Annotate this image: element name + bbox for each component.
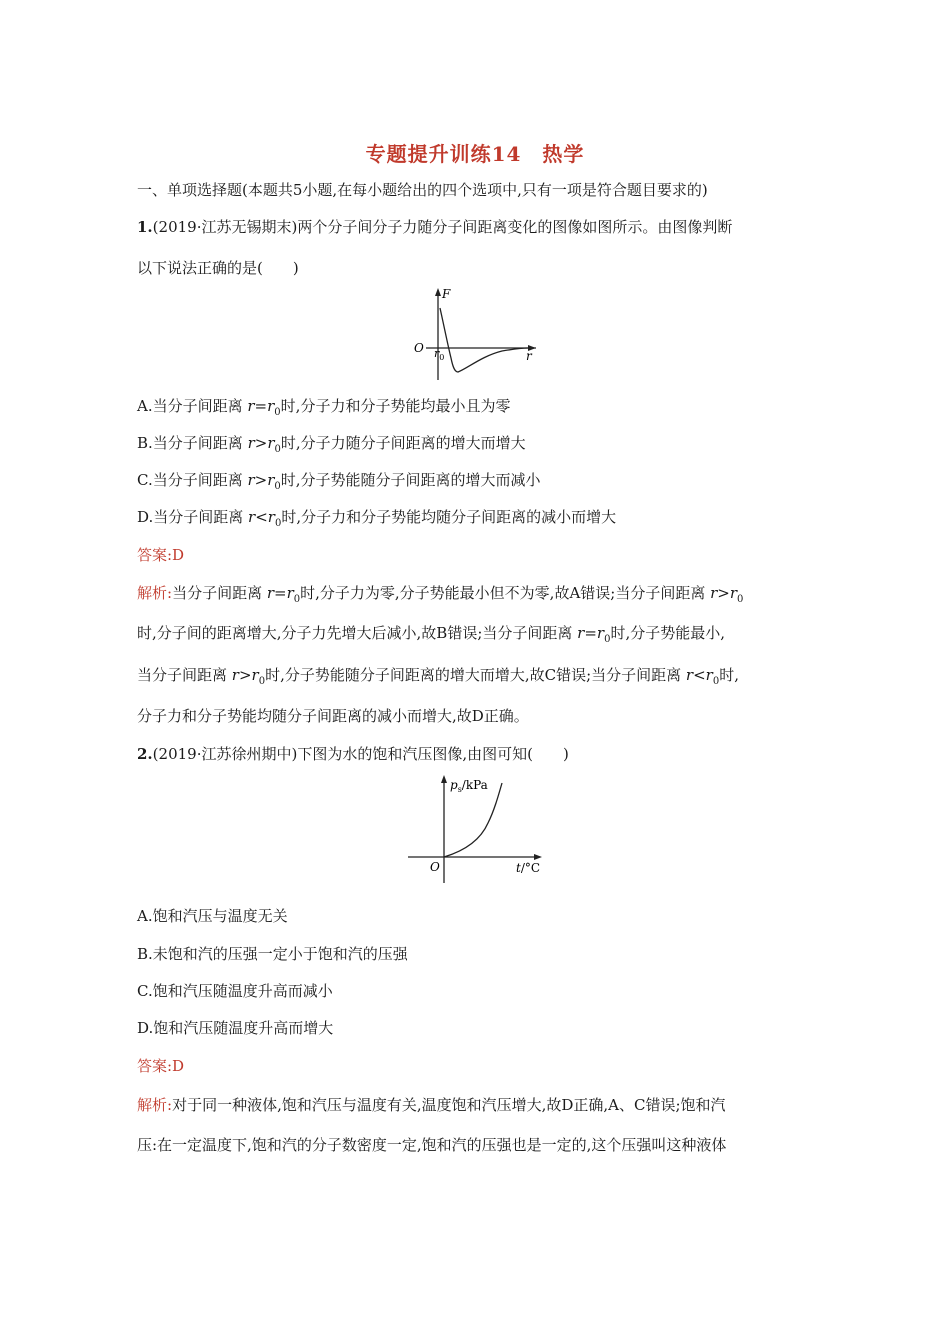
q1-origin-label: O [414,341,424,355]
q2-option-b: B.未饱和汽的压强一定小于饱和汽的压强 [137,945,408,963]
q1-explanation-line4: 分子力和分子势能均随分子间距离的减小而增大,故D正确。 [137,707,529,725]
q2-option-d: D.饱和汽压随温度升高而增大 [137,1019,334,1037]
q2-explanation-line2: 压:在一定温度下,饱和汽的分子数密度一定,饱和汽的压强也是一定的,这个压强叫这种液体 [137,1136,727,1154]
q1-force-distance-graph [410,286,540,382]
q2-answer: 答案:D [137,1057,185,1075]
q2-option-a: A.饱和汽压与温度无关 [137,907,288,925]
q1-stem-line1: 1.(2019·江苏无锡期末)两个分子间分子力随分子间距离变化的图像如图所示。由图像判断 [137,218,733,236]
q1-x-label: r [526,349,532,363]
q1-r0-label: $r_0$ [434,347,445,362]
q1-option-c: C.当分子间距离 $r>r_0$时,分子势能随分子间距离的增大而减小 [137,471,541,492]
q2-vapor-pressure-graph [406,773,546,885]
q2-origin-label: O [430,860,440,874]
section-heading: 一、单项选择题(本题共5小题,在每小题给出的四个选项中,只有一项是符合题目要求的) [137,181,708,199]
page-title: 专题提升训练14 热学 [365,142,585,166]
q1-option-d: D.当分子间距离 $r<r_0$时,分子力和分子势能均随分子间距离的减小而增大 [137,508,617,529]
q1-option-b: B.当分子间距离 $r>r_0$时,分子力随分子间距离的增大而增大 [137,434,526,455]
q1-explanation-line3: 当分子间距离 $r>r_0$时,分子势能随分子间距离的增大而增大,故C错误;当分子间距离 $r<r_0$时, [137,666,739,687]
q1-y-label: F [442,287,451,301]
q2-stem: 2.(2019·江苏徐州期中)下图为水的饱和汽压图像,由图可知( ) [137,745,569,763]
q2-y-label: $p_s$/kPa [450,778,488,794]
q1-explanation-line1: 解析:当分子间距离 $r=r_0$时,分子力为零,分子势能最小但不为零,故A错误;当分子间距离 $r>r_0$ [137,584,744,605]
q1-explanation-line2: 时,分子间的距离增大,分子力先增大后减小,故B错误;当分子间距离 $r=r_0$时,分子势能最小, [137,624,725,645]
q1-answer: 答案:D [137,546,185,564]
q1-stem-line2: 以下说法正确的是( ) [137,259,299,277]
q2-explanation-line1: 解析:对于同一种液体,饱和汽压与温度有关,温度饱和汽压增大,故D正确,A、C错误;饱和汽 [137,1096,726,1114]
q2-option-c: C.饱和汽压随温度升高而减小 [137,982,333,1000]
q2-x-label: t/°C [516,861,541,875]
q1-number: 1. [137,218,153,236]
q2-number: 2. [137,745,153,763]
q1-option-a: A.当分子间距离 $r=r_0$时,分子力和分子势能均最小且为零 [137,397,511,418]
